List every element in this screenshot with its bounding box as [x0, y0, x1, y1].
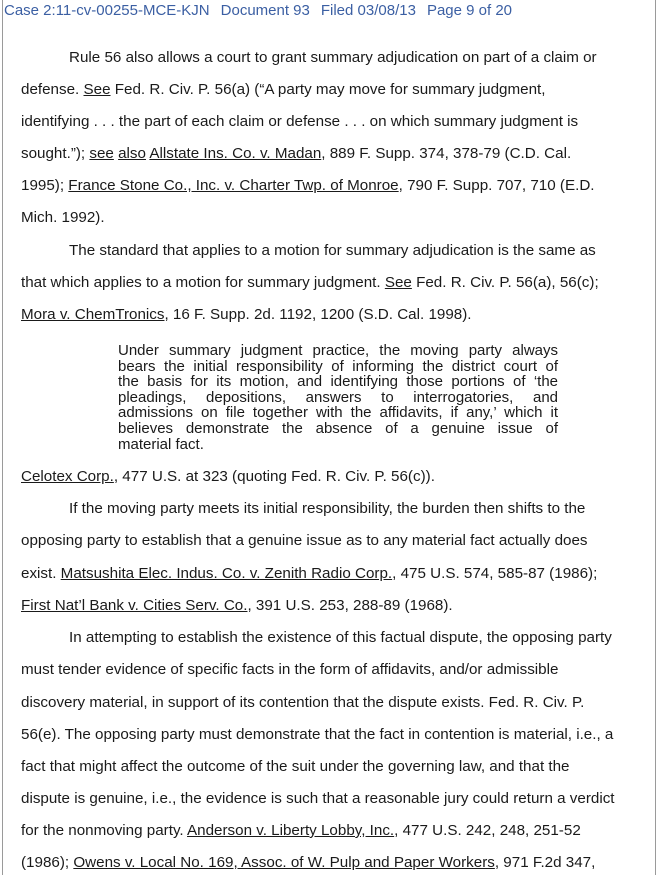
paragraph-2-line-1: The standard that applies to a motion for summary adjudication is the same as [69, 242, 596, 259]
paragraph-1-line-6: Mich. 1992). [21, 209, 105, 226]
signal-see: See [384, 274, 412, 291]
paragraph-4-line-4: 56(e). The opposing party must demonstrate that the fact in contention is material, i.e., a [21, 726, 614, 743]
case-header [4, 0, 523, 22]
paragraph-4-line-2: must tender evidence of specific facts in the form of affidavits, and/or admissible [21, 661, 559, 678]
paragraph-4-line-8: (1986); Owens v. Local No. 169, Assoc. of W. Pulp and Paper Workers, 971 F.2d 347, [21, 854, 596, 871]
case-citation: Allstate Ins. Co. v. Madan [149, 145, 322, 162]
paragraph-1-line-3: identifying . . . the part of each claim or defense . . . on which summary judgment is [21, 113, 579, 130]
paragraph-3-line-4: First Nat’l Bank v. Cities Serv. Co., 391 U.S. 253, 288-89 (1968). [21, 597, 453, 614]
paragraph-1-line-5: 1995); France Stone Co., Inc. v. Charter Twp. of Monroe, 790 F. Supp. 707, 710 (E.D. [21, 177, 595, 194]
paragraph-3-line-2: opposing party to establish that a genuine issue as to any material fact actually does [21, 532, 588, 549]
document-number: Document 93 [220, 2, 310, 19]
case-citation: First Nat’l Bank v. Cities Serv. Co. [21, 597, 248, 614]
celotex-citation: Celotex Corp., 477 U.S. at 323 (quoting Fed. R. Civ. P. 56(c)). [21, 468, 435, 485]
quote-line: the basis for its motion, and identifying those portions of ‘the [118, 373, 558, 391]
quote-line: material fact. [118, 435, 204, 453]
paragraph-2-line-2: that which applies to a motion for summary judgment. See Fed. R. Civ. P. 56(a), 56(c); [21, 274, 599, 291]
paragraph-1-line-4: sought.”); see also Allstate Ins. Co. v. Madan, 889 F. Supp. 374, 378-79 (C.D. Cal. [21, 145, 572, 162]
paragraph-4-line-6: dispute is genuine, i.e., the evidence is such that a reasonable jury could return a verdict [21, 790, 615, 807]
case-citation: Owens v. Local No. 169, Assoc. of W. Pulp and Paper Workers [73, 854, 495, 871]
block-quote [118, 343, 558, 452]
quote-line: pleadings, depositions, answers to interrogatories, and [118, 388, 558, 406]
filed-date: Filed 03/08/13 [320, 2, 416, 19]
case-citation: Matsushita Elec. Indus. Co. v. Zenith Radio Corp. [60, 565, 393, 582]
signal-see: see [89, 145, 114, 162]
quote-line: believes demonstrate the absence of a genuine issue of [118, 419, 558, 437]
paragraph-4-line-5: fact that might affect the outcome of the suit under the governing law, and that the [21, 758, 570, 775]
paragraph-4-line-7: for the nonmoving party. Anderson v. Liberty Lobby, Inc., 477 U.S. 242, 248, 251-52 [21, 822, 581, 839]
case-citation: France Stone Co., Inc. v. Charter Twp. of Monroe [68, 177, 399, 194]
case-number: Case 2:11-cv-00255-MCE-KJN [4, 2, 210, 19]
signal-see: See [83, 81, 111, 98]
signal-also: also [118, 145, 146, 162]
paragraph-2-line-3: Mora v. ChemTronics, 16 F. Supp. 2d. 1192, 1200 (S.D. Cal. 1998). [21, 306, 472, 323]
page-number: Page 9 of 20 [426, 2, 513, 19]
paragraph-3-line-1: If the moving party meets its initial responsibility, the burden then shifts to the [69, 500, 586, 517]
paragraph-4-line-1: In attempting to establish the existence of this factual dispute, the opposing party [69, 629, 612, 646]
quote-line: admissions on file together with the affidavits, if any,’ which it [118, 404, 558, 422]
case-citation: Anderson v. Liberty Lobby, Inc. [187, 822, 395, 839]
case-citation: Celotex Corp. [21, 468, 114, 485]
paragraph-3-line-3: exist. Matsushita Elec. Indus. Co. v. Zenith Radio Corp., 475 U.S. 574, 585-87 (1986); [21, 565, 598, 582]
paragraph-1-line-2: defense. See Fed. R. Civ. P. 56(a) (“A party may move for summary judgment, [21, 81, 546, 98]
paragraph-4-line-3: discovery material, in support of its contention that the dispute exists. Fed. R. Civ. P. [21, 694, 585, 711]
quote-line: Under summary judgment practice, the moving party always [118, 342, 558, 359]
case-citation: Mora v. ChemTronics [21, 306, 165, 323]
quote-line: bears the initial responsibility of informing the district court of [118, 357, 558, 375]
paragraph-1-line-1: Rule 56 also allows a court to grant summary adjudication on part of a claim or [69, 49, 597, 66]
